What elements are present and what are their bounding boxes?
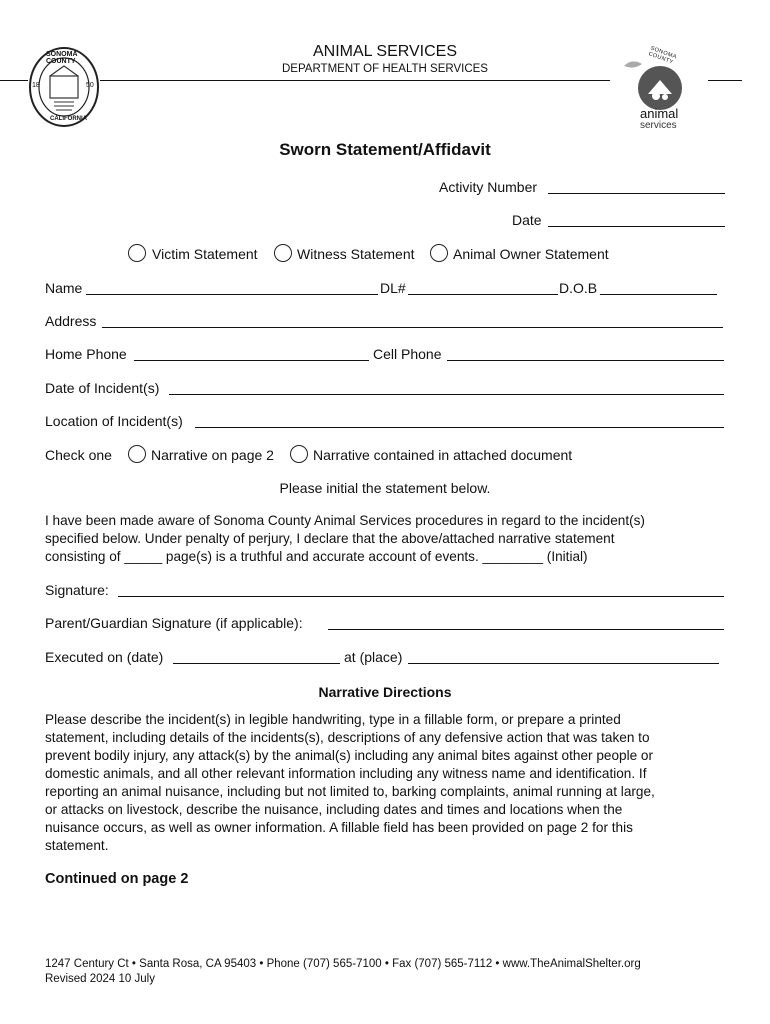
signature-field[interactable] — [118, 596, 724, 597]
dl-field[interactable] — [408, 294, 558, 295]
logo-word-services: services — [640, 120, 677, 131]
witness-statement-radio[interactable] — [274, 244, 292, 262]
form-title: Sworn Statement/Affidavit — [279, 140, 491, 159]
header-rule — [100, 80, 610, 81]
narrative-attached-label: Narrative contained in attached document — [313, 447, 573, 463]
place-field[interactable] — [408, 663, 719, 664]
activity-number-label: Activity Number — [439, 179, 538, 195]
date-field[interactable] — [548, 226, 725, 227]
seal-year-right: 50 — [86, 82, 94, 89]
declaration-line: specified below. Under penalty of perjury, I declare that the above/attached narrative statement — [45, 531, 615, 546]
witness-statement-label: Witness Statement — [297, 246, 415, 262]
location-of-incident-label: Location of Incident(s) — [45, 413, 183, 429]
narrative-line: Please describe the incident(s) in legible handwriting, type in a fillable form, or prepare a printed — [45, 712, 621, 727]
dob-label: D.O.B — [559, 280, 598, 296]
declaration-line: consisting of _____ page(s) is a truthful and accurate account of events. ________ (Initial) — [45, 549, 588, 564]
narrative-line: domestic animals, and all other relevant information including any witness name and identification. If — [45, 766, 647, 781]
narrative-line: statement, including details of the incidents(s), descriptions of any defensive action that was taken to — [45, 730, 650, 745]
narrative-line: statement. — [45, 838, 109, 853]
seal-top-text: SONOMA COUNTY — [46, 51, 78, 65]
initial-instruction: Please initial the statement below. — [279, 480, 491, 496]
signature-label: Signature: — [45, 582, 109, 598]
footer-revised: Revised 2024 10 July — [45, 973, 155, 985]
guardian-signature-field[interactable] — [328, 629, 724, 630]
seal-bottom-text: CALIFORNIA — [50, 116, 87, 122]
name-field[interactable] — [86, 294, 378, 295]
narrative-line: reporting an animal nuisance, including but not limited to, barking complaints, animal running at large, — [45, 784, 655, 799]
executed-on-label: Executed on (date) — [45, 649, 164, 665]
narrative-attached-radio[interactable] — [290, 445, 308, 463]
page-title: ANIMAL SERVICES — [312, 43, 458, 60]
footer — [45, 957, 641, 987]
narrative-line: or attacks on livestock, describe the nuisance, including dates and times and locations when the — [45, 802, 623, 817]
date-label: Date — [512, 212, 542, 228]
continued-note: Continued on page 2 — [45, 871, 189, 887]
narrative-page2-radio[interactable] — [128, 445, 146, 463]
cell-phone-field[interactable] — [447, 360, 724, 361]
animal-services-logo — [620, 45, 700, 134]
home-phone-label: Home Phone — [45, 346, 127, 362]
header-rule-right-edge — [708, 80, 742, 81]
victim-statement-radio[interactable] — [128, 244, 146, 262]
narrative-line: prevent bodily injury, any attack(s) by the animal(s) including any animal bites against other people or — [45, 748, 654, 763]
narrative-line: nuisance occurs, as well as owner information. A fillable field has been provided on page 2 for this — [45, 820, 633, 835]
declaration-text — [45, 512, 735, 566]
home-phone-field[interactable] — [134, 360, 369, 361]
check-one-label: Check one — [45, 447, 112, 463]
narrative-heading: Narrative Directions — [318, 684, 452, 700]
address-label: Address — [45, 313, 97, 329]
declaration-line: I have been made aware of Sonoma County Animal Services procedures in regard to the incident(s) — [45, 513, 645, 528]
activity-number-field[interactable] — [548, 193, 725, 194]
victim-statement-label: Victim Statement — [152, 246, 258, 262]
dl-label: DL# — [380, 280, 406, 296]
dob-field[interactable] — [600, 294, 717, 295]
executed-date-field[interactable] — [173, 663, 340, 664]
address-field[interactable] — [102, 327, 723, 328]
logo-word-animal: animal — [640, 106, 679, 121]
date-of-incident-field[interactable] — [169, 394, 724, 395]
date-of-incident-label: Date of Incident(s) — [45, 380, 160, 396]
place-label: at (place) — [344, 649, 403, 665]
header-rule-left-edge — [0, 80, 28, 81]
cell-phone-label: Cell Phone — [373, 346, 442, 362]
seal-year-left: 18 — [32, 82, 40, 89]
narrative-directions-text — [45, 711, 735, 855]
narrative-page2-label: Narrative on page 2 — [151, 447, 274, 463]
animal-owner-statement-label: Animal Owner Statement — [453, 246, 609, 262]
location-of-incident-field[interactable] — [195, 427, 724, 428]
logo-arc-text: SONOMA COUNTY — [647, 45, 678, 66]
footer-address: 1247 Century Ct • Santa Rosa, CA 95403 • Phone (707) 565-7100 • Fax (707) 565-7112 • www.TheAnimalShelter.org — [45, 958, 641, 970]
guardian-signature-label: Parent/Guardian Signature (if applicable): — [45, 615, 303, 631]
page-subtitle: DEPARTMENT OF HEALTH SERVICES — [282, 63, 488, 75]
animal-owner-statement-radio[interactable] — [430, 244, 448, 262]
name-label: Name — [45, 280, 83, 296]
